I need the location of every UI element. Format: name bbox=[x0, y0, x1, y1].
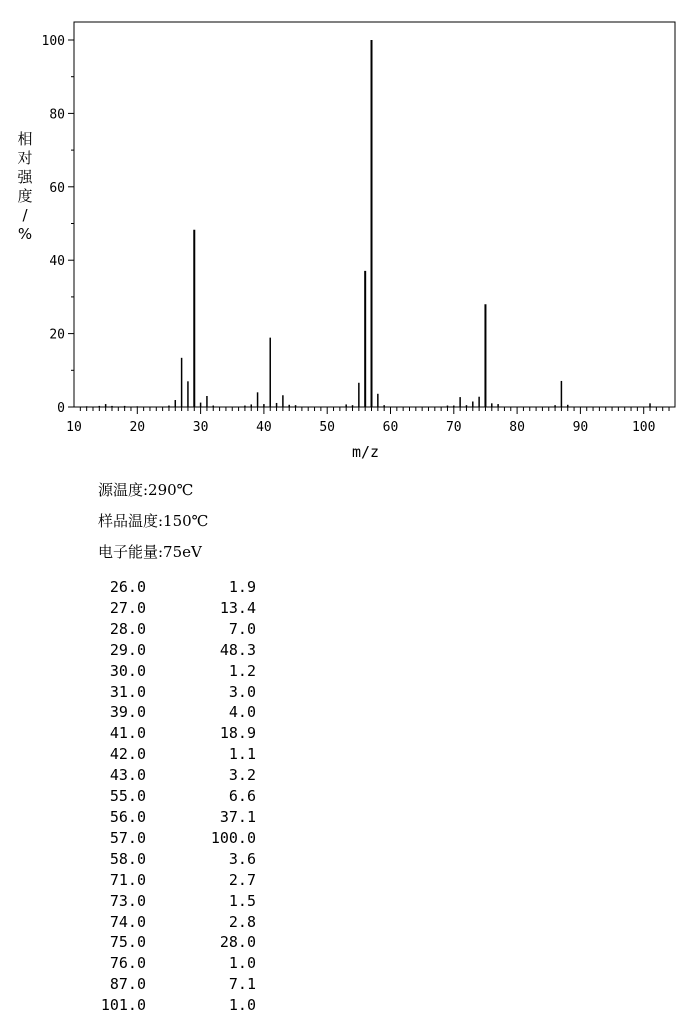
y-tick-label: 100 bbox=[41, 34, 65, 49]
chart-canvas bbox=[0, 0, 687, 470]
y-axis-label-char: % bbox=[17, 225, 33, 243]
table-row bbox=[86, 891, 256, 912]
abundance-cell: 2.7 bbox=[228, 870, 256, 889]
x-tick-label: 30 bbox=[192, 420, 209, 435]
abundance-cell: 7.1 bbox=[228, 975, 256, 994]
x-tick-label: 40 bbox=[256, 420, 272, 435]
table-row bbox=[86, 953, 256, 974]
table-row bbox=[86, 577, 256, 598]
abundance-cell: 2.8 bbox=[228, 912, 256, 931]
mz-cell: 58.0 bbox=[109, 849, 146, 868]
mz-cell: 73.0 bbox=[109, 891, 146, 910]
y-axis-label bbox=[14, 130, 36, 244]
peak-table bbox=[86, 577, 256, 1016]
table-row bbox=[86, 744, 256, 765]
mz-cell: 56.0 bbox=[109, 807, 146, 826]
mz-cell: 28.0 bbox=[109, 619, 146, 638]
abundance-cell: 3.0 bbox=[228, 682, 256, 701]
abundance-cell: 1.0 bbox=[228, 996, 256, 1015]
table-row bbox=[86, 870, 256, 891]
y-axis-label-char: / bbox=[22, 206, 28, 224]
mz-cell: 43.0 bbox=[109, 766, 146, 785]
plot-frame bbox=[74, 22, 675, 407]
mz-cell: 26.0 bbox=[109, 578, 146, 596]
peak-bars bbox=[87, 40, 650, 407]
mz-cell: 101.0 bbox=[100, 996, 146, 1015]
table-row bbox=[86, 912, 256, 933]
table-row bbox=[86, 682, 256, 703]
y-tick-label: 60 bbox=[49, 180, 65, 196]
y-tick-label: 40 bbox=[49, 254, 65, 270]
table-row bbox=[86, 640, 256, 661]
table-row bbox=[86, 995, 256, 1016]
abundance-cell: 13.4 bbox=[219, 598, 256, 617]
table-row bbox=[86, 598, 256, 619]
abundance-cell: 1.5 bbox=[228, 891, 256, 910]
x-tick-label: 60 bbox=[382, 420, 399, 435]
table-row bbox=[86, 723, 256, 744]
y-tick-label: 0 bbox=[57, 401, 65, 416]
abundance-cell: 37.1 bbox=[219, 807, 256, 826]
abundance-cell: 7.0 bbox=[228, 619, 256, 638]
mz-cell: 76.0 bbox=[109, 954, 146, 973]
x-tick-label: 10 bbox=[66, 420, 82, 435]
x-tick-label: 80 bbox=[509, 420, 525, 435]
mz-cell: 71.0 bbox=[109, 870, 146, 889]
mass-spectrum-chart bbox=[0, 0, 687, 470]
mz-cell: 27.0 bbox=[109, 598, 146, 617]
mz-cell: 41.0 bbox=[109, 724, 146, 743]
mz-cell: 55.0 bbox=[109, 787, 146, 806]
tick-labels bbox=[42, 34, 656, 435]
source-temperature: 源温度:290℃ bbox=[98, 481, 194, 499]
table-row bbox=[86, 786, 256, 807]
y-axis-label-char: 相 bbox=[17, 130, 33, 148]
abundance-cell: 6.6 bbox=[228, 787, 256, 806]
abundance-cell: 3.6 bbox=[228, 849, 256, 868]
abundance-cell: 28.0 bbox=[219, 933, 256, 952]
sample-temperature: 样品温度:150℃ bbox=[98, 512, 209, 530]
abundance-cell: 48.3 bbox=[219, 640, 256, 659]
y-tick-label: 20 bbox=[49, 327, 65, 343]
abundance-cell: 1.2 bbox=[228, 661, 256, 680]
table-row bbox=[86, 619, 256, 640]
table-row bbox=[86, 702, 256, 723]
x-tick-label: 50 bbox=[319, 420, 336, 435]
abundance-cell: 4.0 bbox=[228, 703, 256, 722]
x-tick-label: 90 bbox=[572, 420, 589, 435]
abundance-cell: 3.2 bbox=[228, 766, 256, 785]
abundance-cell: 18.9 bbox=[219, 724, 256, 743]
abundance-cell: 1.0 bbox=[228, 954, 256, 973]
mz-cell: 42.0 bbox=[109, 745, 146, 764]
y-tick-label: 80 bbox=[49, 107, 65, 123]
table-row bbox=[86, 932, 256, 953]
y-axis-label-char: 对 bbox=[17, 149, 33, 167]
electron-energy: 电子能量:75eV bbox=[98, 543, 202, 561]
table-row bbox=[86, 974, 256, 995]
mz-cell: 75.0 bbox=[109, 933, 146, 952]
x-tick-label: 100 bbox=[631, 420, 656, 435]
x-tick-label: 20 bbox=[129, 420, 146, 435]
abundance-cell: 1.1 bbox=[228, 745, 256, 764]
abundance-cell: 1.9 bbox=[228, 578, 256, 596]
y-axis-label-char: 强 bbox=[17, 168, 33, 186]
table-row bbox=[86, 807, 256, 828]
table-row bbox=[86, 765, 256, 786]
x-tick-label: 70 bbox=[445, 420, 462, 435]
mz-cell: 87.0 bbox=[109, 975, 146, 994]
table-row bbox=[86, 828, 256, 849]
table-row bbox=[86, 661, 256, 682]
mz-cell: 39.0 bbox=[109, 703, 146, 722]
y-axis-label-char: 度 bbox=[17, 187, 33, 205]
mz-cell: 31.0 bbox=[109, 682, 146, 701]
abundance-cell: 100.0 bbox=[210, 828, 256, 847]
mz-cell: 74.0 bbox=[109, 912, 146, 931]
x-axis-label: m/z bbox=[352, 443, 380, 461]
mz-cell: 30.0 bbox=[109, 661, 146, 680]
table-row bbox=[86, 849, 256, 870]
mz-cell: 29.0 bbox=[109, 640, 146, 659]
mz-cell: 57.0 bbox=[109, 828, 146, 847]
